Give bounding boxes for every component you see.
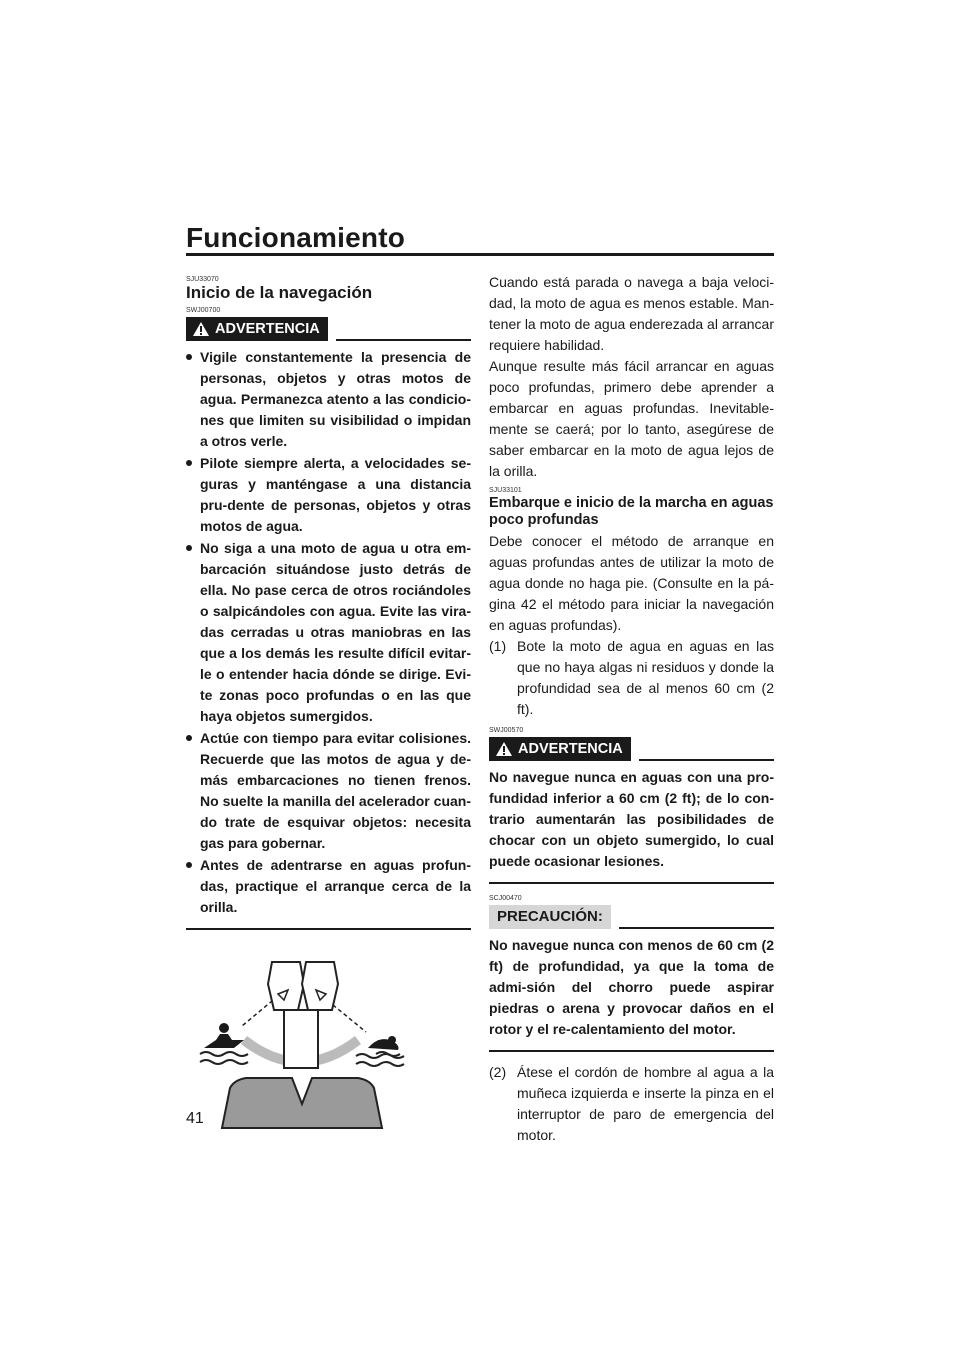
caution-rule	[619, 927, 774, 929]
bullet-icon	[186, 545, 192, 551]
step-item	[489, 636, 774, 720]
list-item-text: Vigile constantemente la presencia de personas, objetos y otras motos de agua. Permanezca atento a las condicio-nes que limiten su visibilidad o impidan a otros verle.	[200, 349, 471, 449]
list-item	[186, 347, 471, 452]
warning-header	[186, 317, 471, 341]
caution-header	[489, 905, 774, 929]
subsection-title: Embarque e inicio de la marcha en aguas poco profundas	[489, 495, 774, 528]
warning-rule	[639, 759, 774, 761]
bullet-icon	[186, 460, 192, 466]
paragraph: Aunque resulte más fácil arrancar en aguas poco profundas, primero debe aprender a embarcar en aguas profundas. Inevitable-mente se caerá; por lo tanto, asegúrese de saber embarcar en la moto de agua lejos de la orilla.	[489, 358, 774, 479]
list-item-text: Actúe con tiempo para evitar colisiones. Recuerde que las motos de agua y de-más embarcaciones no tienen frenos. No suelte la manilla del acelerador cuan-do trate de esquivar objetos: necesita gas para gobernar.	[200, 730, 471, 851]
warning-badge	[186, 317, 328, 341]
warning-label: ADVERTENCIA	[215, 321, 320, 337]
warning-triangle-icon	[495, 741, 513, 757]
left-column	[186, 275, 471, 1149]
warning-badge	[489, 737, 631, 761]
bullet-icon	[186, 862, 192, 868]
list-item	[186, 855, 471, 918]
bullet-icon	[186, 354, 192, 360]
list-item	[186, 453, 471, 537]
page-title: Funcionamiento	[186, 222, 406, 253]
step-text: Átese el cordón de hombre al agua a la muñeca izquierda e inserte la pinza en el interruptor de paro de emergencia del motor.	[517, 1064, 774, 1143]
warning-triangle-icon	[192, 321, 210, 337]
list-item-text: No siga a una moto de agua u otra em-barcación situándose justo detrás de ella. No pase cerca de otros rociándoles o salpicándoles con agua. Evite las vira-das cerradas u otras maniobras en las que a los demás les resulte difícil evitar-le o entender hacia dónde se dirige. Evi-te zonas poco profundas o en las que haya objetos sumergidos.	[200, 540, 471, 724]
bullet-icon	[186, 735, 192, 741]
list-item-text: Pilote siempre alerta, a velocidades se-guras y manténgase a una distancia pru-dente de personas, objetos y otras motos de agua.	[200, 455, 471, 534]
list-item	[186, 538, 471, 727]
paragraph: Debe conocer el método de arranque en aguas profundas antes de utilizar la moto de agua donde no haga pie. (Consulte en la pá-gina 42 el método para iniciar la navegación en aguas profundas).	[489, 533, 774, 633]
list-item-text: Antes de adentrarse en aguas profun-das, practique el arranque cerca de la orilla.	[200, 857, 471, 915]
step-number: (1)	[489, 638, 507, 654]
warning-rule	[336, 339, 471, 341]
caution-text: No navegue nunca con menos de 60 cm (2 ft) de profundidad, ya que la toma de admi-sión del chorro puede aspirar piedras o arena y provocar daños en el rotor y el re-calentamiento del motor.	[489, 937, 774, 1037]
section-code: SJU33070	[186, 276, 219, 283]
step-number: (2)	[489, 1064, 507, 1080]
caution-code: SCJ00470	[489, 895, 522, 902]
subsection-code: SJU33101	[489, 487, 522, 494]
warning-end-rule	[186, 928, 471, 930]
warning-end-rule	[489, 882, 774, 884]
caution-badge: PRECAUCIÓN:	[489, 905, 611, 929]
header-rule	[186, 253, 774, 256]
paragraph: Cuando está parada o navega a baja veloci-dad, la moto de agua es menos estable. Man-tener la moto de agua enderezada al arrancar requiere habilidad.	[489, 274, 774, 353]
warning-label: ADVERTENCIA	[518, 741, 623, 757]
right-column	[489, 272, 774, 1146]
rider-look-around-illustration	[186, 944, 471, 1149]
page-number: 41	[186, 1110, 204, 1127]
warning-header	[489, 737, 774, 761]
step-text: Bote la moto de agua en aguas en las que no haya algas ni residuos y donde la profundidad sea de al menos 60 cm (2 ft).	[517, 638, 774, 717]
warning-code: SWJ00570	[489, 727, 524, 734]
warning-list	[186, 347, 471, 918]
caution-end-rule	[489, 1050, 774, 1052]
warning-text: No navegue nunca en aguas con una pro-fundidad inferior a 60 cm (2 ft); de lo con-trario aumentarán las posibilidades de chocar con un objeto sumergido, lo cual puede ocasionar lesiones.	[489, 769, 774, 869]
list-item	[186, 728, 471, 854]
section-title: Inicio de la navegación	[186, 283, 373, 302]
warning-code: SWJ00700	[186, 307, 221, 314]
step-item	[489, 1062, 774, 1146]
